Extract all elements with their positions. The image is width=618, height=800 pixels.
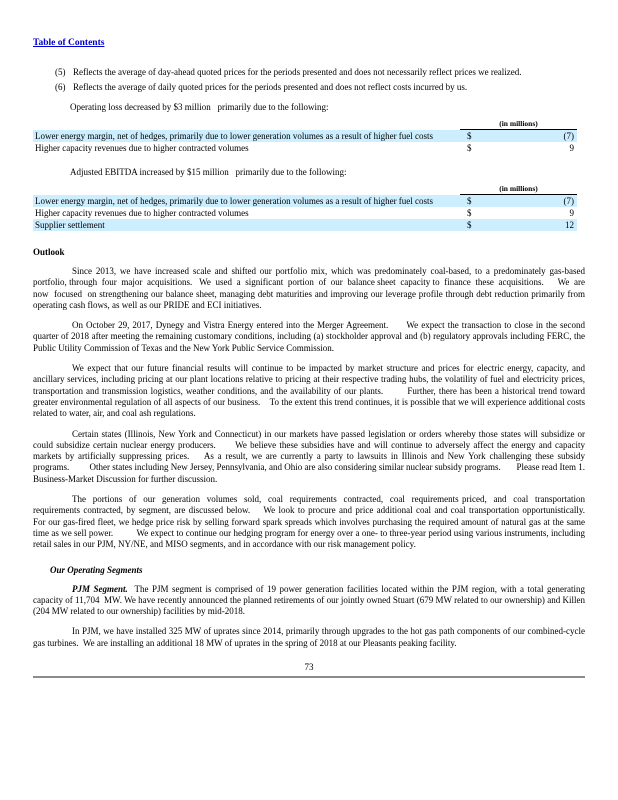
footnotes xyxy=(33,67,585,93)
footer-divider xyxy=(33,676,585,678)
row-label: Supplier settlement xyxy=(35,219,105,230)
page-number: 73 xyxy=(304,662,314,673)
row-value: 9 xyxy=(569,208,574,218)
currency-symbol: $ xyxy=(467,196,472,206)
adjusted-ebitda-table xyxy=(33,184,577,231)
table-row xyxy=(33,142,577,154)
outlook-paragraph: Since 2013, we have increased scale and shifted our portfolio mix, which was predominately coal-based, to a predominately gas-based portfolio, through four major acquisitions. We used a significant portion of our balance sheet capacity to finance these acquisitions. We are now focused on strengthening our balance sheet, managing debt maturities and improving our leverage profile through debt reduction primarily from operating cash flows, as well as our PRIDE and ECI initiatives. xyxy=(33,266,590,310)
footnote-marker: (6) xyxy=(55,82,66,92)
in-millions-header: (in millions) xyxy=(460,119,577,130)
operating-loss-intro: Operating loss decreased by $3 million primarily due to the following: xyxy=(70,102,329,112)
currency-symbol: $ xyxy=(467,131,472,141)
currency-symbol: $ xyxy=(467,220,472,230)
page-footer xyxy=(33,662,585,678)
row-label: Higher capacity revenues due to higher contracted volumes xyxy=(35,142,249,153)
adjusted-ebitda-intro: Adjusted EBITDA increased by $15 million primarily due to the following: xyxy=(70,167,347,177)
outlook-paragraph: We expect that our future financial results will continue to be impacted by market structure and prices for electric energy, capacity, and ancillary services, including pricing at our plant locations relative to pricing at their respective trading hubs, the volatility of fuel and electricity prices, transportation and transmission logistics, weather conditions, and the availability of our plants. Further, there has been a historical trend toward greater environmental regulation of all aspects of our business. To the extent this trend continues, it is possible that we will experience additional costs related to water, air, and coal ash regulations. xyxy=(33,363,588,419)
table-header-row xyxy=(33,184,577,195)
footnote-text: Reflects the average of day-ahead quoted prices for the periods presented and does not necessarily reflect prices we realized. xyxy=(73,67,522,77)
row-label: Lower energy margin, net of hedges, primarily due to lower generation volumes as a result of higher fuel costs xyxy=(35,130,434,141)
outlook-heading: Outlook xyxy=(33,247,65,257)
row-value: 9 xyxy=(569,143,574,153)
pjm-segment-text: The PJM segment is comprised of 19 power generation facilities located within the PJM region, with a total generating capacity of 11,704 MW. We have recently announced the planned retirements of our jointly owned Stuart (679 MW related to our ownership) and Killen (204 MW related to our ownership) facilities by mid-2018. xyxy=(33,583,588,617)
table-row xyxy=(33,219,577,231)
row-value: 12 xyxy=(565,220,574,230)
pjm-segment-lead: PJM Segment. xyxy=(72,583,128,594)
currency-symbol: $ xyxy=(467,208,472,218)
outlook-paragraph: Certain states (Illinois, New York and Connecticut) in our markets have passed legislation or orders whereby those states will subsidize or could subsidize certain nuclear energy producers. We believe these subsidies have and will continue to adversely affect the energy and capacity markets by artificially suppressing prices. As a result, we are currently a party to lawsuits in Illinois and New York challenging these subsidy programs. Other states including New Jersey, Pennsylvania, and Ohio are also considering similar nuclear subsidy programs. Please read Item 1. Business-Market Discussion for further discussion. xyxy=(33,428,588,484)
row-label: Lower energy margin, net of hedges, primarily due to lower generation volumes as a result of higher fuel costs xyxy=(35,195,434,206)
pjm-uprates-paragraph: In PJM, we have installed 325 MW of uprates since 2014, primarily through upgrades to the hot gas path components of our combined-cycle gas turbines. We are installing an additional 18 MW of uprates in the spring of 2018 at our Pleasants peaking facility. xyxy=(33,626,588,648)
row-label: Higher capacity revenues due to higher contracted volumes xyxy=(35,207,249,218)
row-value: (7) xyxy=(563,196,574,206)
table-row xyxy=(33,195,577,207)
operating-segments-heading: Our Operating Segments xyxy=(50,564,143,575)
operating-loss-table xyxy=(33,119,577,154)
in-millions-header: (in millions) xyxy=(460,184,577,195)
pjm-segment-paragraph xyxy=(33,583,588,618)
footnote-marker: (5) xyxy=(55,67,66,77)
outlook-paragraph: The portions of our generation volumes sold, coal requirements contracted, coal requirements priced, and coal transportation requirements contracted, by segment, are discussed below. We look to procure and price additional coal and coal transportation opportunistically. For our gas-fired fleet, we hedge price risk by selling forward spark spreads which involves purchasing the required amount of natural gas at the same time as we sell power. We expect to continue our hedging program for energy over a one- to three-year period using various instruments, including retail sales in our PJM, NY/NE, and MISO segments, and in accordance with our risk management policy. xyxy=(33,494,603,550)
outlook-paragraph: On October 29, 2017, Dynegy and Vistra Energy entered into the Merger Agreement. We expect the transaction to close in the second quarter of 2018 after meeting the remaining customary conditions, including (a) stockholder approval and (b) regulatory approvals including FERC, the Public Utility Commission of Texas and the New York Public Service Commission. xyxy=(33,320,588,353)
row-value: (7) xyxy=(563,131,574,141)
table-of-contents-link[interactable]: Table of Contents xyxy=(33,38,105,48)
table-row xyxy=(33,130,577,142)
table-header-row xyxy=(33,119,577,130)
table-row xyxy=(33,207,577,219)
footnote-text: Reflects the average of daily quoted prices for the periods presented and does not reflect costs incurred by us. xyxy=(73,82,468,92)
footnote-5 xyxy=(55,67,585,78)
currency-symbol: $ xyxy=(467,143,472,153)
footnote-6 xyxy=(55,82,585,93)
